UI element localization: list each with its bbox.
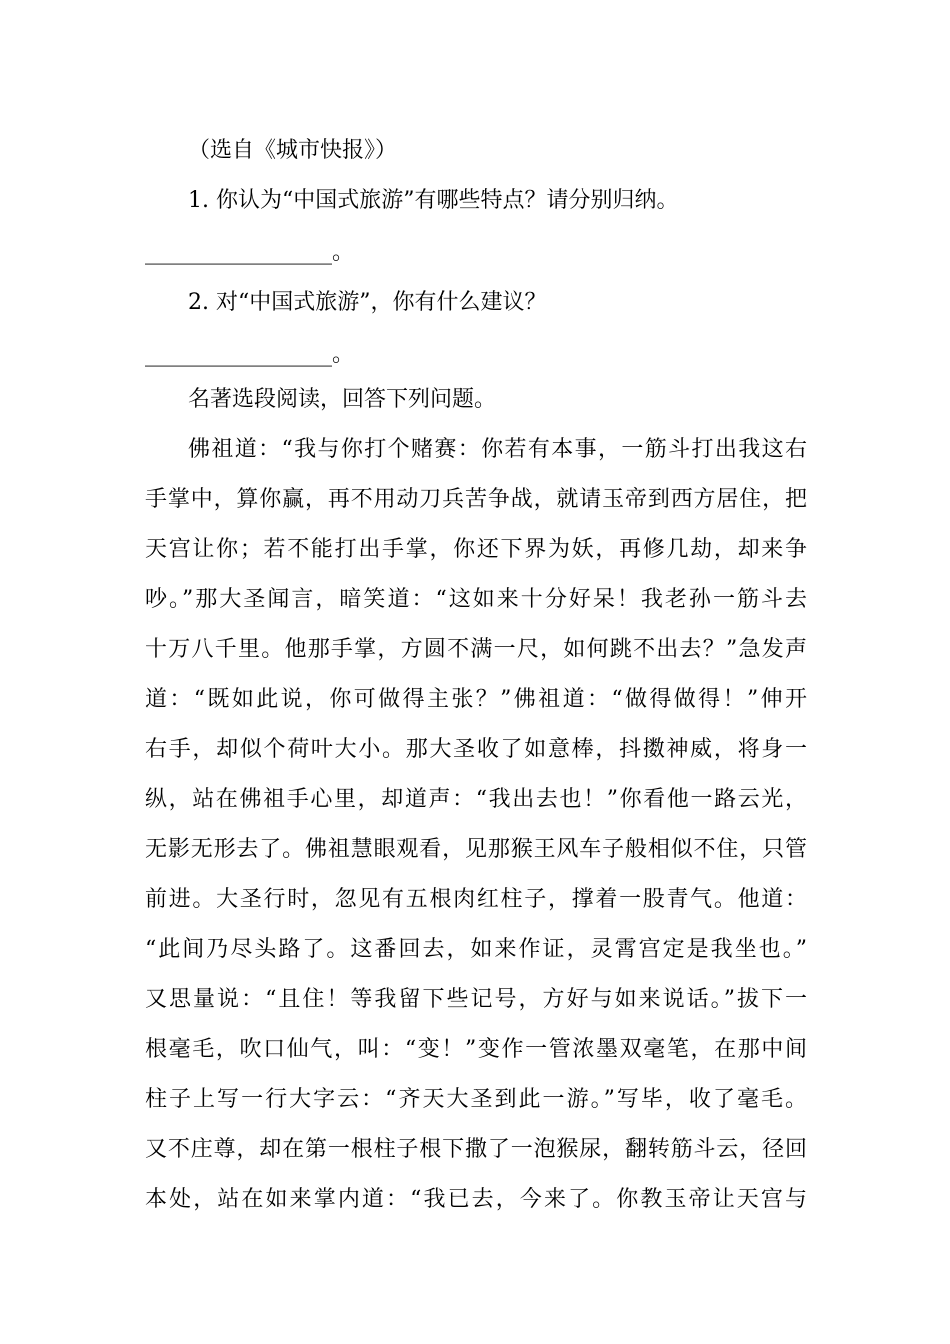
- question-1: 1. 你认为“中国式旅游”有哪些特点？请分别归纳。: [188, 188, 679, 213]
- section-heading: 名著选段阅读，回答下列问题。: [188, 387, 497, 412]
- passage-line: 无影无形去了。佛祖慧眼观看，见那猴王风车子般相似不住，只管: [145, 837, 807, 862]
- passage-line: 柱子上写一行大字云：“齐天大圣到此一游。”写毕，收了毫毛。: [145, 1087, 807, 1112]
- passage-line: 手掌中，算你赢，再不用动刀兵苦争战，就请玉帝到西方居住，把: [145, 487, 807, 512]
- passage-line: 根毫毛，吹口仙气，叫：“变！”变作一管浓墨双毫笔，在那中间: [145, 1037, 807, 1062]
- passage-line: 吵。”那大圣闻言，暗笑道：“这如来十分好呆！我老孙一筋斗去: [145, 587, 807, 612]
- answer-blank-1: _________________。: [145, 240, 355, 265]
- answer-blank-2: _________________。: [145, 342, 355, 367]
- passage-line: 又思量说：“且住！等我留下些记号，方好与如来说话。”拔下一: [145, 987, 807, 1012]
- passage-line: 天宫让你；若不能打出手掌，你还下界为妖，再修几劫，却来争: [145, 537, 807, 562]
- source-citation: （选自《城市快报》）: [188, 138, 398, 163]
- passage-line: “此间乃尽头路了。这番回去，如来作证，灵霄宫定是我坐也。”: [145, 937, 807, 962]
- passage-line: 道：“既如此说，你可做得主张？”佛祖道：“做得做得！”伸开: [145, 687, 807, 712]
- passage-line: 佛祖道：“我与你打个赌赛：你若有本事，一筋斗打出我这右: [188, 437, 807, 462]
- passage-line: 又不庄尊，却在第一根柱子根下撒了一泡猴尿，翻转筋斗云，径回: [145, 1137, 807, 1162]
- passage-line: 右手，却似个荷叶大小。那大圣收了如意棒，抖擞神威，将身一: [145, 737, 807, 762]
- question-2: 2. 对“中国式旅游”，你有什么建议？: [188, 290, 547, 315]
- passage-line: 前进。大圣行时，忽见有五根肉红柱子，撑着一股青气。他道：: [145, 887, 807, 912]
- passage-line: 十万八千里。他那手掌，方圆不满一尺，如何跳不出去？”急发声: [145, 637, 807, 662]
- passage-line: 纵，站在佛祖手心里，却道声：“我出去也！”你看他一路云光，: [145, 787, 807, 812]
- passage-line: 本处，站在如来掌内道：“我已去，今来了。你教玉帝让天宫与: [145, 1187, 807, 1212]
